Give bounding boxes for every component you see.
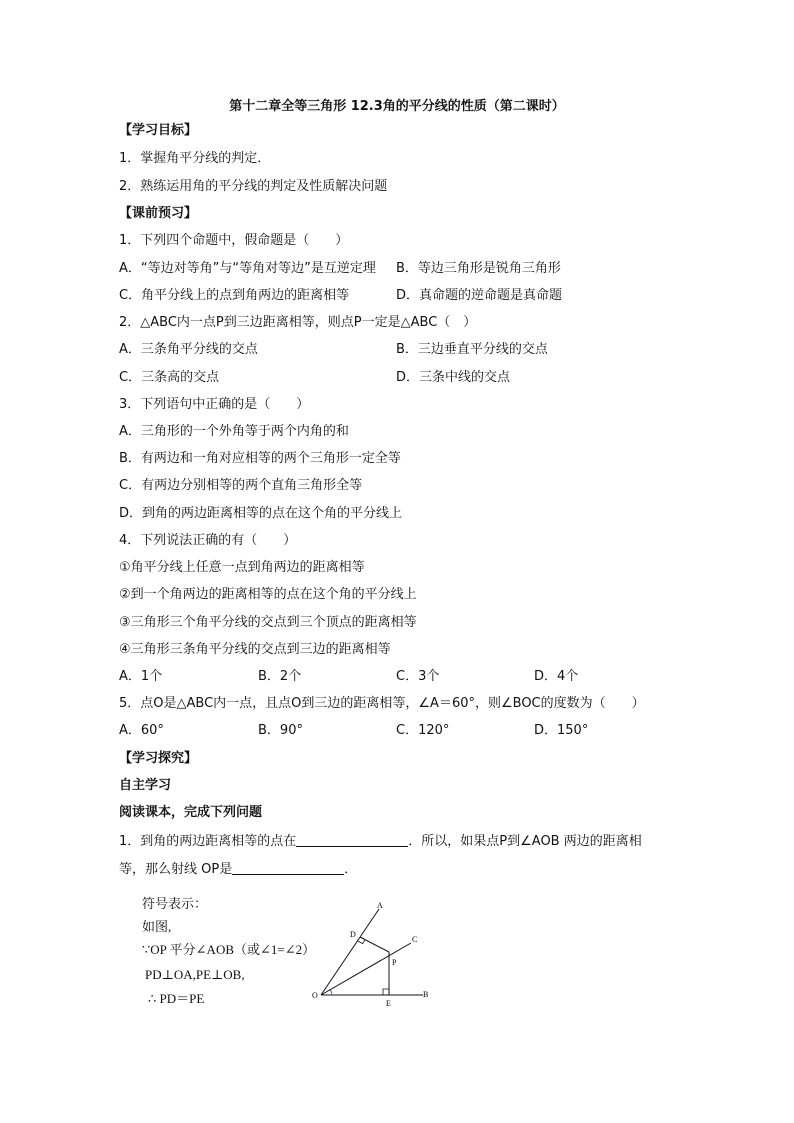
q1-option-c: C．角平分线上的点到角两边的距离相等	[119, 288, 350, 303]
angle-arc-marks	[329, 989, 332, 995]
explore-heading: 【学习探究】	[119, 751, 198, 766]
label-o: O	[312, 991, 318, 1000]
segment-pd	[360, 937, 389, 952]
label-c: C	[412, 935, 418, 944]
q4-statement-2: ②到一个角两边的距离相等的点在这个角的平分线上	[119, 587, 417, 602]
label-p: P	[392, 958, 397, 967]
right-angle-mark-d	[358, 940, 365, 944]
explore-paragraph-1-line-2	[119, 860, 357, 879]
q4-option-b: B．2个	[258, 669, 302, 684]
q1-option-b: B．等边三角形是锐角三角形	[396, 261, 561, 276]
label-d: D	[350, 930, 356, 939]
q3-option-b: B．有两边和一角对应相等的两个三角形一定全等	[119, 451, 401, 466]
q2-option-c: C．三条高的交点	[119, 370, 220, 385]
goal-item-2: 2．熟练运用角的平分线的判定及性质解决问题	[119, 179, 388, 194]
q5-option-b: B．90°	[258, 723, 303, 738]
q2-option-d: D．三条中线的交点	[396, 370, 511, 385]
label-b: B	[423, 990, 429, 999]
ray-oc	[321, 943, 411, 995]
explore-text-part-2: ．所以，如果点P到∠AOB 两边的距离相	[408, 834, 642, 849]
label-a: A	[377, 901, 383, 910]
label-e: E	[386, 999, 391, 1008]
preview-heading: 【课前预习】	[119, 206, 198, 221]
q2-stem: 2．△ABC内一点P到三边距离相等，则点P一定是△ABC（ ）	[119, 315, 477, 330]
q5-stem: 5．点O是△ABC内一点，且点O到三边的距离相等，∠A＝60°，则∠BOC的度数为（ ）	[119, 696, 645, 711]
q4-statement-1: ①角平分线上任意一点到角两边的距离相等	[119, 560, 365, 575]
q3-option-c: C．有两边分别相等的两个直角三角形全等	[119, 478, 363, 493]
q4-statement-3: ③三角形三个角平分线的交点到三个顶点的距离相等	[119, 615, 417, 630]
q1-stem: 1．下列四个命题中，假命题是（ ）	[119, 233, 349, 248]
q3-option-d: D．到角的两边距离相等的点在这个角的平分线上	[119, 506, 403, 521]
q5-option-a: A．60°	[119, 723, 164, 738]
notation-given-bisector: ∵OP 平分∠AOB（或∠1=∠2）	[142, 942, 316, 957]
q2-option-b: B．三边垂直平分线的交点	[396, 342, 548, 357]
notation-conclusion: ∴ PD＝PE	[148, 991, 205, 1006]
ray-oa	[321, 909, 379, 995]
q5-option-c: C．120°	[396, 723, 450, 738]
q1-option-d: D．真命题的逆命题是真命题	[396, 288, 563, 303]
notation-label: 符号表示：	[142, 896, 208, 911]
notation-as-shown: 如图,	[142, 919, 172, 934]
explore-subheading-self-study: 自主学习	[119, 778, 172, 793]
notation-given-perpendicular: PD⊥OA,PE⊥OB,	[145, 967, 245, 982]
q4-stem: 4．下列说法正确的有（ ）	[119, 533, 297, 548]
fill-blank-1[interactable]	[296, 832, 408, 847]
q2-option-a: A．三条角平分线的交点	[119, 342, 258, 357]
page-title: 第十二章全等三角形 12.3角的平分线的性质（第二课时）	[229, 99, 565, 114]
explore-text-part-4: ．	[344, 862, 358, 877]
q3-option-a: A．三角形的一个外角等于两个内角的和	[119, 424, 349, 439]
explore-subheading-reading: 阅读课本，完成下列问题	[119, 805, 263, 820]
angle-bisector-figure	[305, 895, 445, 1010]
q4-option-a: A．1个	[119, 669, 163, 684]
q1-option-a: A．“等边对等角”与“等角对等边”是互逆定理	[119, 261, 376, 276]
goal-item-1: 1．掌握角平分线的判定．	[119, 151, 271, 166]
explore-text-part-3: 等，那么射线 OP是	[119, 862, 233, 877]
q4-option-c: C．3个	[396, 669, 440, 684]
right-angle-mark-e	[383, 989, 389, 995]
explore-text-part-1: 1．到角的两边距离相等的点在	[119, 834, 297, 849]
explore-paragraph-1-line-1	[119, 832, 642, 851]
fill-blank-2[interactable]	[232, 860, 344, 875]
q5-option-d: D．150°	[534, 723, 589, 738]
q4-statement-4: ④三角形三条角平分线的交点到三边的距离相等	[119, 642, 391, 657]
q3-stem: 3．下列语句中正确的是（ ）	[119, 397, 310, 412]
q4-option-d: D．4个	[534, 669, 579, 684]
goals-heading: 【学习目标】	[119, 123, 198, 138]
